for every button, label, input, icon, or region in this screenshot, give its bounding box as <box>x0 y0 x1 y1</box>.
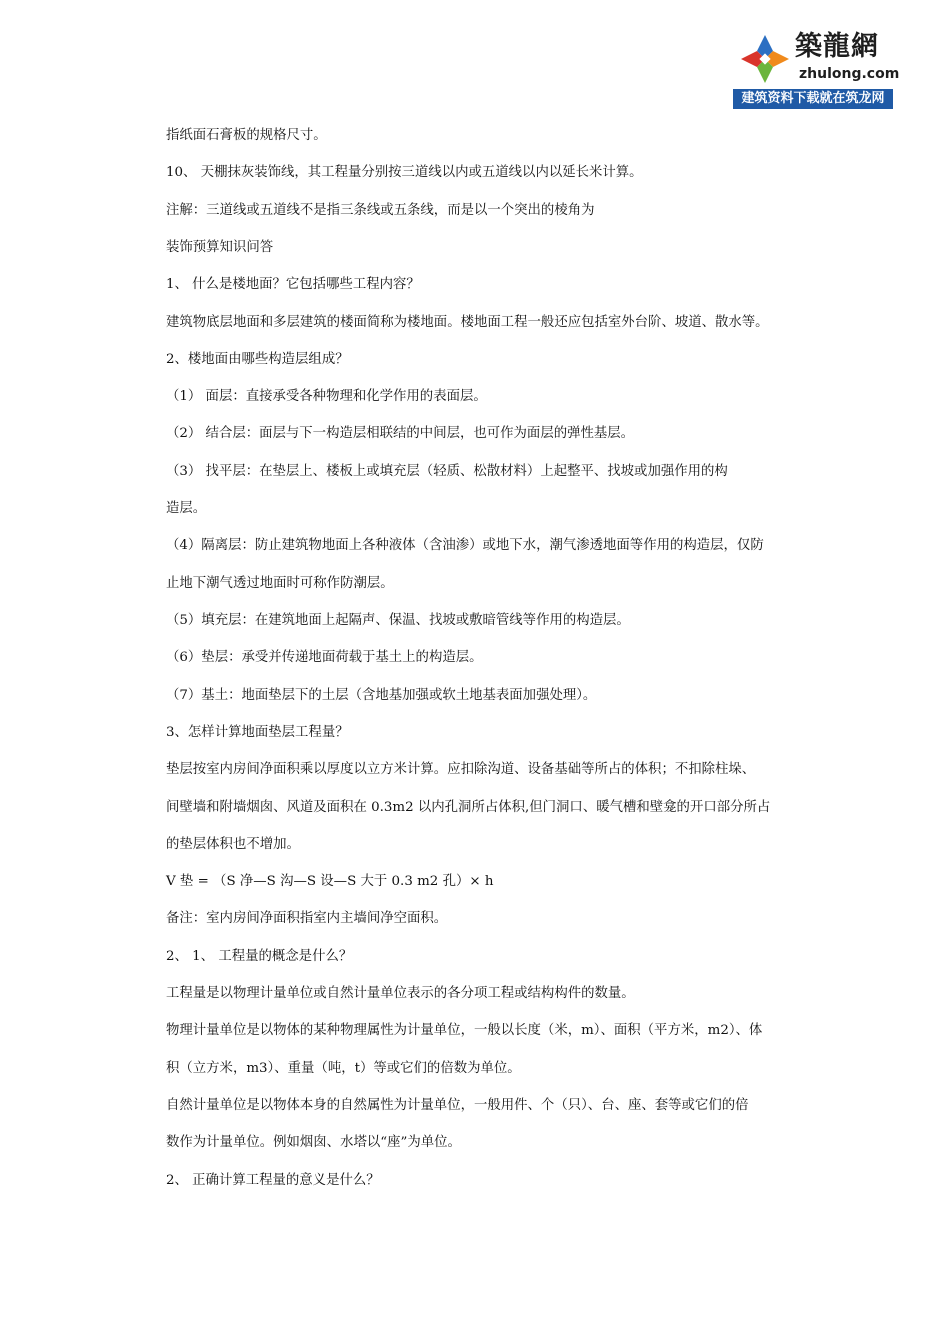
text-line: 积（立方米，m3）、重量（吨，t）等或它们的倍数为单位。 <box>166 1061 521 1076</box>
text-line: 间壁墙和附墙烟囱、风道及面积在 0.3m2 以内孔洞所占体积,但门洞口、暖气槽和壁龛的开口部分所占 <box>166 800 771 815</box>
formula-line: V 垫 = （S 净—S 沟—S 设—S 大于 0.3 m2 孔）× h <box>166 874 494 889</box>
text-line: 注解：三道线或五道线不是指三条线或五条线，而是以一个突出的棱角为 <box>166 203 595 218</box>
text-line: 备注：室内房间净面积指室内主墙间净空面积。 <box>166 911 448 926</box>
list-item: （3） 找平层：在垫层上、楼板上或填充层（轻质、松散材料）上起整平、找坡或加强作用的构 <box>166 464 728 479</box>
logo-domain: zhulong.com <box>799 66 900 82</box>
text-line: 物理计量单位是以物体的某种物理属性为计量单位，一般以长度（米，m）、面积（平方米，m2）、体 <box>166 1023 763 1038</box>
zhulong-mark-icon <box>737 31 793 87</box>
text-line: 的垫层体积也不增加。 <box>166 837 300 852</box>
list-item: （7）基土：地面垫层下的土层（含地基加强或软土地基表面加强处理）。 <box>166 688 597 703</box>
text-line: 指纸面石膏板的规格尺寸。 <box>166 128 327 143</box>
question-line: 1、 什么是楼地面？它包括哪些工程内容？ <box>166 277 420 292</box>
text-line: 自然计量单位是以物体本身的自然属性为计量单位，一般用件、个（只）、台、座、套等或它们的倍 <box>166 1098 749 1113</box>
text-line: 止地下潮气透过地面时可称作防潮层。 <box>166 576 394 591</box>
list-item: （4）隔离层：防止建筑物地面上各种液体（含油渗）或地下水，潮气渗透地面等作用的构造层，仅防 <box>166 538 764 553</box>
text-line: 10、 天棚抹灰装饰线，其工程量分别按三道线以内或五道线以内以延长米计算。 <box>166 165 643 180</box>
text-line: 工程量是以物理计量单位或自然计量单位表示的各分项工程或结构构件的数量。 <box>166 986 635 1001</box>
logo-top <box>733 27 900 89</box>
text-line: 数作为计量单位。例如烟囱、水塔以“座”为单位。 <box>166 1135 461 1150</box>
logo-slogan: 建筑资料下载就在筑龙网 <box>733 89 893 109</box>
text-line: 造层。 <box>166 501 207 516</box>
zhulong-logo[interactable] <box>733 27 900 109</box>
question-line: 3、怎样计算地面垫层工程量？ <box>166 725 349 740</box>
list-item: （1） 面层：直接承受各种物理和化学作用的表面层。 <box>166 389 487 404</box>
list-item: （2） 结合层：面层与下一构造层相联结的中间层，也可作为面层的弹性基层。 <box>166 426 635 441</box>
section-heading: 装饰预算知识问答 <box>166 240 274 255</box>
list-item: （5）填充层：在建筑地面上起隔声、保温、找坡或敷暗管线等作用的构造层。 <box>166 613 630 628</box>
question-line: 2、 正确计算工程量的意义是什么？ <box>166 1173 380 1188</box>
text-line: 建筑物底层地面和多层建筑的楼面简称为楼地面。楼地面工程一般还应包括室外台阶、坡道、散水等。 <box>166 315 769 330</box>
question-line: 2、 1、 工程量的概念是什么？ <box>166 949 353 964</box>
logo-name-cn: 築龍網 <box>795 31 879 62</box>
text-line: 垫层按室内房间净面积乘以厚度以立方米计算。应扣除沟道、设备基础等所占的体积；不扣除柱垛、 <box>166 762 756 777</box>
question-line: 2、楼地面由哪些构造层组成？ <box>166 352 349 367</box>
list-item: （6）垫层：承受并传递地面荷载于基土上的构造层。 <box>166 650 483 665</box>
